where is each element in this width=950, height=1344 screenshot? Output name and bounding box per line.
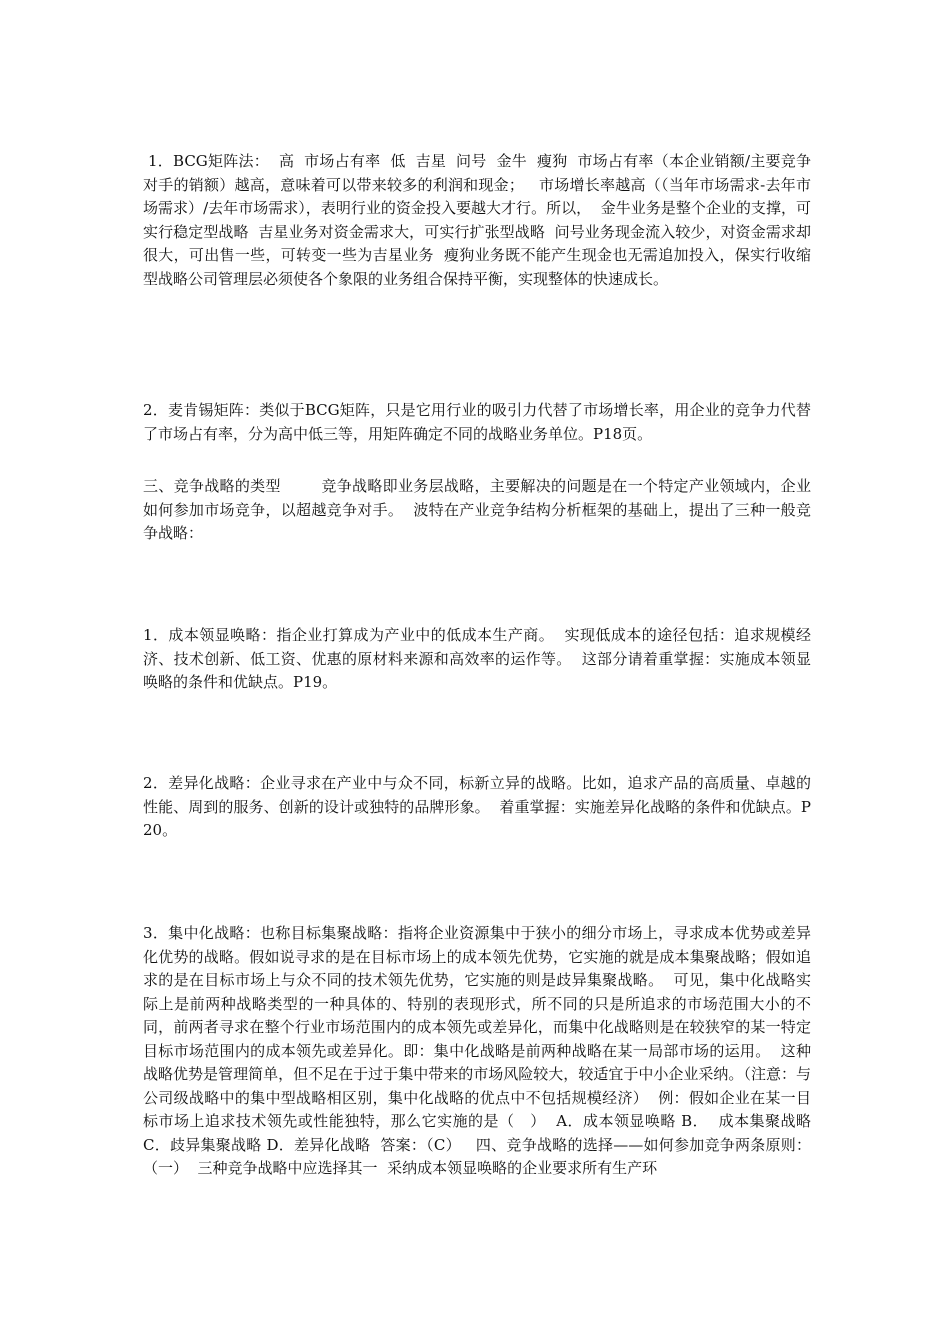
paragraph-differentiation: 2．差异化战略：企业寻求在产业中与众不同，标新立异的战略。比如，追求产品的高质量、卓越的性能、周到的服务、创新的设计或独特的品牌形象。 着重掌握：实施差异化战略的条件和优缺点。P20。 [143,774,811,839]
paragraph-mckinsey-matrix: 2．麦肯锡矩阵：类似于BCG矩阵，只是它用行业的吸引力代替了市场增长率，用企业的竞争力代替了市场占有率，分为高中低三等，用矩阵确定不同的战略业务单位。P18页。 [143,401,811,443]
paragraph-focus-strategy: 3．集中化战略：也称目标集聚战略：指将企业资源集中于狭小的细分市场上，寻求成本优势或差异化优势的战略。假如说寻求的是在目标市场上的成本领先优势，它实施的就是成本集聚战略；假如追求的是在目标市场上与众不同的技术领先优势，它实施的则是歧异集聚战略。 可见，集中化战略实际上是前两种战略类型的一种具体的、特别的表现形式，所不同的只是所追求的市场范围大小的不同，前两者寻求在整个行业市场范围内的成本领先或差异化，而集中化战略则是在较狭窄的某一特定目标市场范围内的成本领先或差异化。即：集中化战略是前两种战略在某一局部市场的运用。 这种战略优势是管理简单，但不足在于过于集中带来的市场风险较大，较适宜于中小企业采纳。（注意：与公司级战略中的集中型战略相区别，集中化战略的优点中不包括规模经济） 例：假如企业在某一目标市场上追求技术领先或性能独特，那么它实施的是（ ） A．成本领显唤略 B． 成本集聚战略 C．歧异集聚战略 D．差异化战略 答案：（C） 四、竞争战略的选择——如何参加竞争两条原则： （一） 三种竞争战略中应选择其一 采纳成本领显唤略的企业要求所有生产环 [143,924,831,1177]
paragraph-competitive-strategy-types: 三、竞争战略的类型 竞争战略即业务层战略，主要解决的问题是在一个特定产业领域内，企业如何参加市场竞争，以超越竞争对手。 波特在产业竞争结构分析框架的基础上，提出了三种一般竞争战略： [143,477,811,542]
paragraph-cost-leadership: 1．成本领显唤略：指企业打算成为产业中的低成本生产商。 实现低成本的途径包括：追求规模经济、技术创新、低工资、优惠的原材料来源和高效率的运作等。 这部分请着重掌握：实施成本领显唤略的条件和优缺点。P19。 [143,626,811,691]
paragraph-bcg-matrix: 1．BCG矩阵法： 高 市场占有率 低 吉星 问号 金牛 瘦狗 市场占有率（本企业销额/主要竞争对手的销额）越高，意味着可以带来较多的利润和现金； 市场增长率越高（（当年市场需求-去年市场需求）/去年市场需求），表明行业的资金投入要越大才行。所以， 金牛业务是整个企业的支撑，可实行稳定型战略 吉星业务对资金需求大，可实行扩张型战略 问号业务现金流入较少，对资金需求却很大，可出售一些，可转变一些为吉星业务 瘦狗业务既不能产生现金也无需追加投入，保实行收缩型战略公司管理层必须使各个象限的业务组合保持平衡，实现整体的快速成长。 [143,152,811,288]
